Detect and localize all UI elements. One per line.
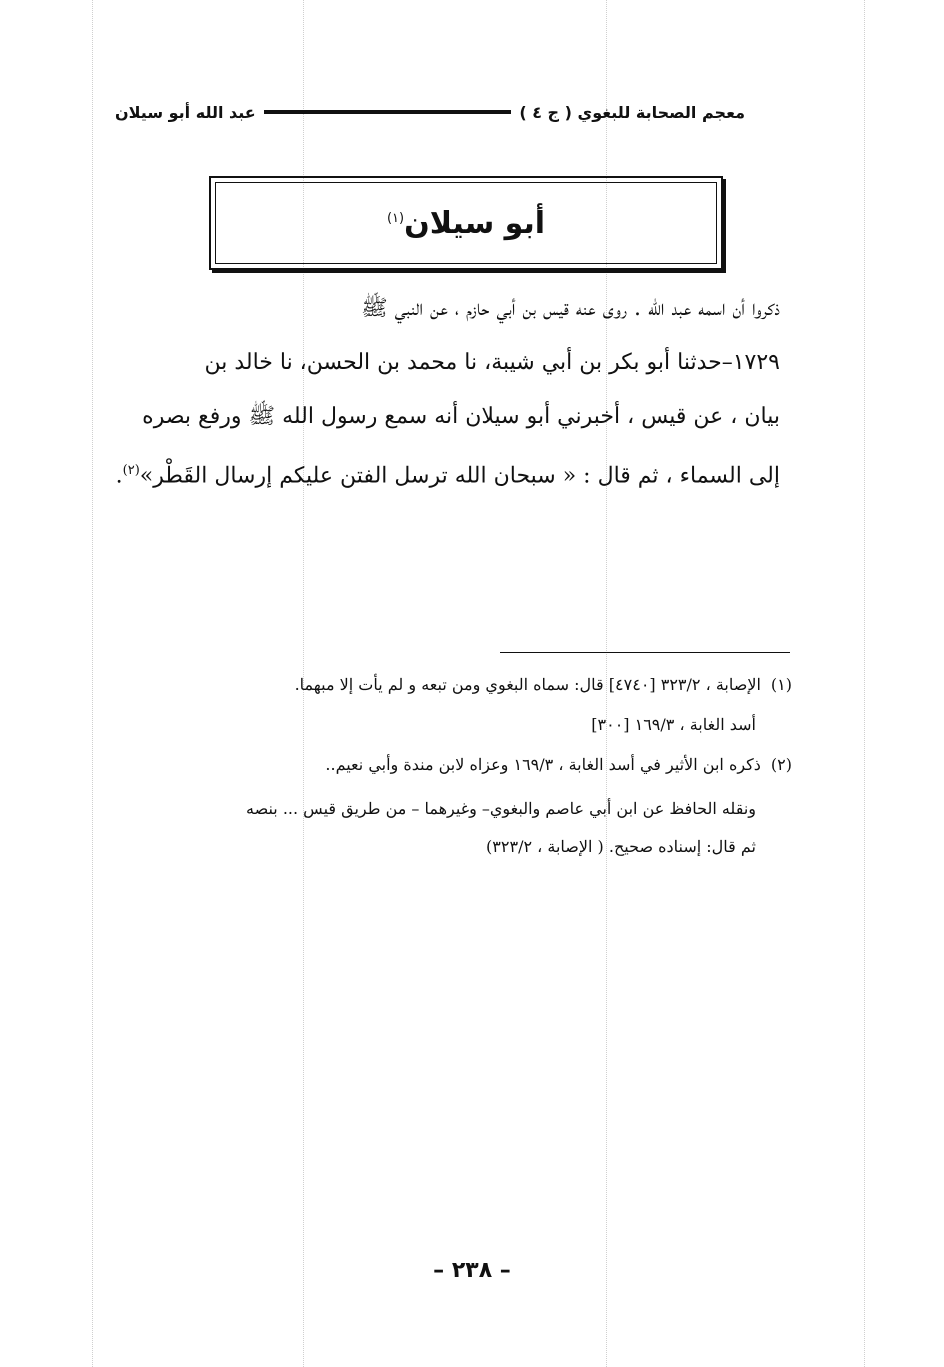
- body-line-4: [110, 444, 780, 503]
- body-footnote-ref: (٢): [122, 463, 140, 478]
- header-book-title: معجم الصحابة للبغوي ( ج ٤ ): [519, 102, 745, 122]
- body-line-4-end: .: [115, 463, 123, 489]
- footnote-1-number: (١): [770, 675, 792, 694]
- body-line-1: ذكروا أن اسمه عبد الله . روى عنه قيس بن أبي حازم ، عن النبي ﷺ: [361, 296, 780, 321]
- page-number: – ٢٣٨ –: [433, 1258, 511, 1283]
- body-text: [110, 282, 780, 503]
- body-line-2: ١٧٢٩–حدثنا أبو بكر بن أبي شيبة، نا محمد بن الحسن، نا خالد بن: [204, 350, 780, 375]
- footnote-1-line-2: أسد الغابة ، ١٦٩/٣ [٣٠٠]: [591, 715, 756, 734]
- entry-title-text: أبو سيلان: [404, 205, 546, 241]
- body-line-4-text: إلى السماء ، ثم قال : « سبحان الله ترسل الفتن عليكم إرسال القَطْر»: [139, 463, 780, 489]
- entry-title: [387, 206, 545, 241]
- body-line-3: بيان ، عن قيس ، أخبرني أبو سيلان أنه سمع رسول الله ﷺ ورفع بصره: [142, 404, 780, 429]
- running-header: [115, 98, 745, 126]
- entry-title-note: (١): [386, 210, 405, 226]
- scan-artifact: [92, 0, 93, 1367]
- footnote-separator: [500, 652, 790, 653]
- header-rule: [264, 110, 512, 114]
- entry-title-box: [209, 176, 723, 270]
- footnote-1: [120, 668, 792, 702]
- footnote-2-line-1: ذكره ابن الأثير في أسد الغابة ، ١٦٩/٣ وعزاه لابن مندة وأبي نعيم..: [325, 755, 761, 774]
- footnote-2-number: (٢): [770, 755, 792, 774]
- scan-artifact: [864, 0, 865, 1367]
- footnotes: [120, 668, 792, 864]
- header-section-title: عبد الله أبو سيلان: [115, 102, 256, 122]
- footnote-1-line-1: الإصابة ، ٣٢٣/٢ [٤٧٤٠] قال: سماه البغوي ومن تبعه و لم يأت إلا مبهما.: [294, 675, 761, 694]
- footnote-2-line-3: ثم قال: إسناده صحيح. ( الإصابة ، ٣٢٣/٢): [486, 837, 756, 856]
- footnote-2-line-2: ونقله الحافظ عن ابن أبي عاصم والبغوي– وغيرهما – من طريق قيس ... بنصه: [246, 799, 756, 818]
- footnote-2: [120, 748, 792, 782]
